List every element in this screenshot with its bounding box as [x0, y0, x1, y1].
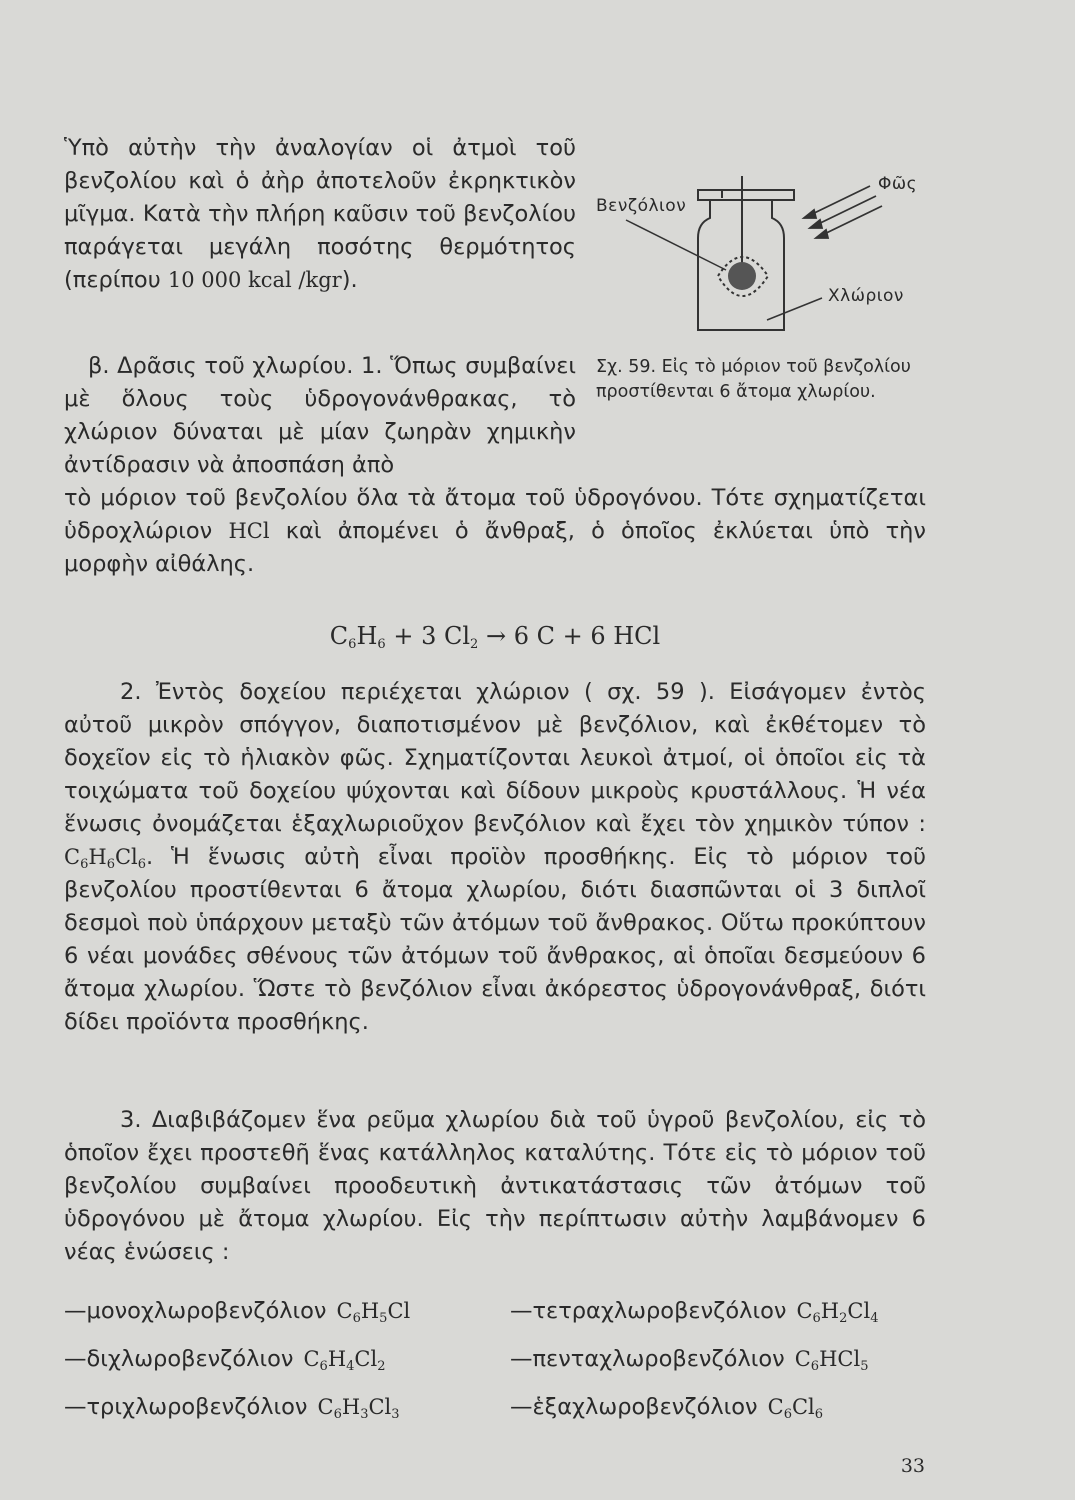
compound-item: —μονοχλωροβενζόλιον $C_6H_5Cl$: [64, 1298, 411, 1326]
compound-row: [64, 1394, 944, 1438]
section-b-continuation: [64, 482, 926, 581]
compound-item: —διχλωροβενζόλιον $C_6H_4Cl_2$: [64, 1346, 386, 1374]
benzene-pointer: [626, 220, 726, 270]
jar-lid: [698, 190, 794, 200]
para2-text-b: . Ἡ ἕνωσις αὐτὴ εἶναι προϊὸν προσθήκης. Εἰς τὸ μόριον τοῦ βενζολίου προστίθενται 6 ἄτομα χλωρίου, διότι διασπῶνται οἱ 3 διπλοῖ δεσμοὶ ποὺ ὑπάρχουν μεταξὺ τῶν ἀτόμων τοῦ ἄνθρακος. Οὕτω προκύπτουν 6 νέαι μονάδες σθένους τῶν ἀτόμων τοῦ ἄνθρακος, αἱ ὁποῖαι δεσμεύουν 6 ἄτομα χλωρίου. Ὥστε τὸ βενζόλιον εἶναι ἀκόρεστος ὑδρογονάνθραξ, διότι δίδει προϊόντα προσθήκης.: [64, 844, 926, 1035]
chlorine-pointer: [767, 298, 822, 320]
intro-end: ).: [341, 267, 358, 293]
hcl-formula: HCl: [228, 519, 270, 543]
compound-row: [64, 1346, 944, 1390]
intro-text: Ὑπὸ αὐτὴν τὴν ἀναλογίαν οἱ ἀτμοὶ τοῦ βενζολίου καὶ ὁ ἀὴρ ἀποτελοῦν ἐκρηκτικὸν μῖγμα. Κατὰ τὴν πλήρη καῦσιν τοῦ βενζολίου παράγεται μεγάλη ποσότης θερμότητος (περίπου: [64, 135, 576, 293]
heat-value: 10 000 kcal /kgr: [167, 268, 342, 292]
compound-item: —τριχλωροβενζόλιον $C_6H_3Cl_3$: [64, 1394, 400, 1422]
figure-caption: Σχ. 59. Εἰς τὸ μόριον τοῦ βενζολίου προστίθενται 6 ἄτομα χλωρίου.: [596, 357, 911, 402]
intro-paragraph: [64, 132, 576, 297]
label-benzene: Βενζόλιον: [596, 196, 687, 216]
section-b-text-b: τὸ μόριον τοῦ βενζολίου ὅλα τὰ ἄτομα τοῦ ὑδρογόνου. Τότε σχηματίζεται ὑδροχλώριον: [64, 485, 926, 544]
section-heading: β. Δρᾶσις τοῦ χλωρίου.: [88, 353, 354, 379]
compound-item: —τετραχλωροβενζόλιον $C_6H_2Cl_4$: [510, 1298, 879, 1326]
page-number: 33: [900, 1455, 925, 1477]
sponge: [728, 262, 756, 290]
compound-row: [64, 1298, 944, 1342]
label-chlorine: Χλώριον: [828, 286, 904, 306]
section-b-text-c: καὶ ἀπομένει ὁ ἄνθραξ, ὁ ὁποῖος ἐκλύεται ὑπὸ τὴν μορφὴν αἰθάλης.: [64, 518, 926, 577]
item-number: 1.: [361, 353, 383, 379]
section-b-text-a: Ὅπως συμβαίνει μὲ ὅλους τοὺς ὑδρογονάνθρακας, τὸ χλώριον δύναται μὲ μίαν ζωηρὰν χημικὴν ἀντίδρασιν νὰ ἀποσπάση ἀπὸ: [64, 353, 576, 478]
figure-59: [592, 168, 932, 358]
light-rays-icon: [804, 186, 882, 238]
paragraph-3: 3. Διαβιβάζομεν ἕνα ρεῦμα χλωρίου διὰ τοῦ ὑγροῦ βενζολίου, εἰς τὸ ὁποῖον ἔχει προστεθῆ ἕνας κατάλληλος καταλύτης. Τότε εἰς τὸ μόριον τοῦ βενζολίου συμβαίνει προοδευτικὴ ἀντικατάστασις τῶν ἀτόμων τοῦ ὑδρογόνου μὲ ἄτομα χλωρίου. Εἰς τὴν περίπτωσιν αὐτὴν λαμβάνομεν 6 νέας ἑνώσεις :: [64, 1107, 926, 1265]
para2-text-a: 2. Ἐντὸς δοχείου περιέχεται χλώριον ( σχ. 59 ). Εἰσάγομεν ἐντὸς αὐτοῦ μικρὸν σπόγγον, διαποτισμένον μὲ βενζόλιον, καὶ ἐκθέτομεν τὸ δοχεῖον εἰς τὸ ἡλιακὸν φῶς. Σχηματίζονται λευκοὶ ἀτμοί, οἱ ὁποῖοι εἰς τὰ τοιχώματα τοῦ δοχείου ψύχονται καὶ δίδουν μικροὺς κρυστάλλους. Ἡ νέα ἕνωσις ὀνομάζεται ἑξαχλωριοῦχον βενζόλιον καὶ ἔχει τὸν χημικὸν τύπον :: [64, 679, 926, 837]
hexachlorocyclohexane-formula: $C_6H_6Cl_6$: [64, 845, 147, 872]
paragraph-2: [64, 676, 926, 1039]
reaction-arrow-icon: →: [485, 622, 507, 650]
section-b-paragraph: [64, 350, 576, 482]
compound-item: —ἑξαχλωροβενζόλιον $C_6Cl_6$: [510, 1394, 824, 1422]
label-light: Φῶς: [878, 174, 918, 194]
compound-item: —πενταχλωροβενζόλιον $C_6HCl_5$: [510, 1346, 869, 1374]
reaction-equation: $C_6H_6 + 3$ $Cl_2 \to 6$ C + 6 HCl: [329, 622, 661, 652]
